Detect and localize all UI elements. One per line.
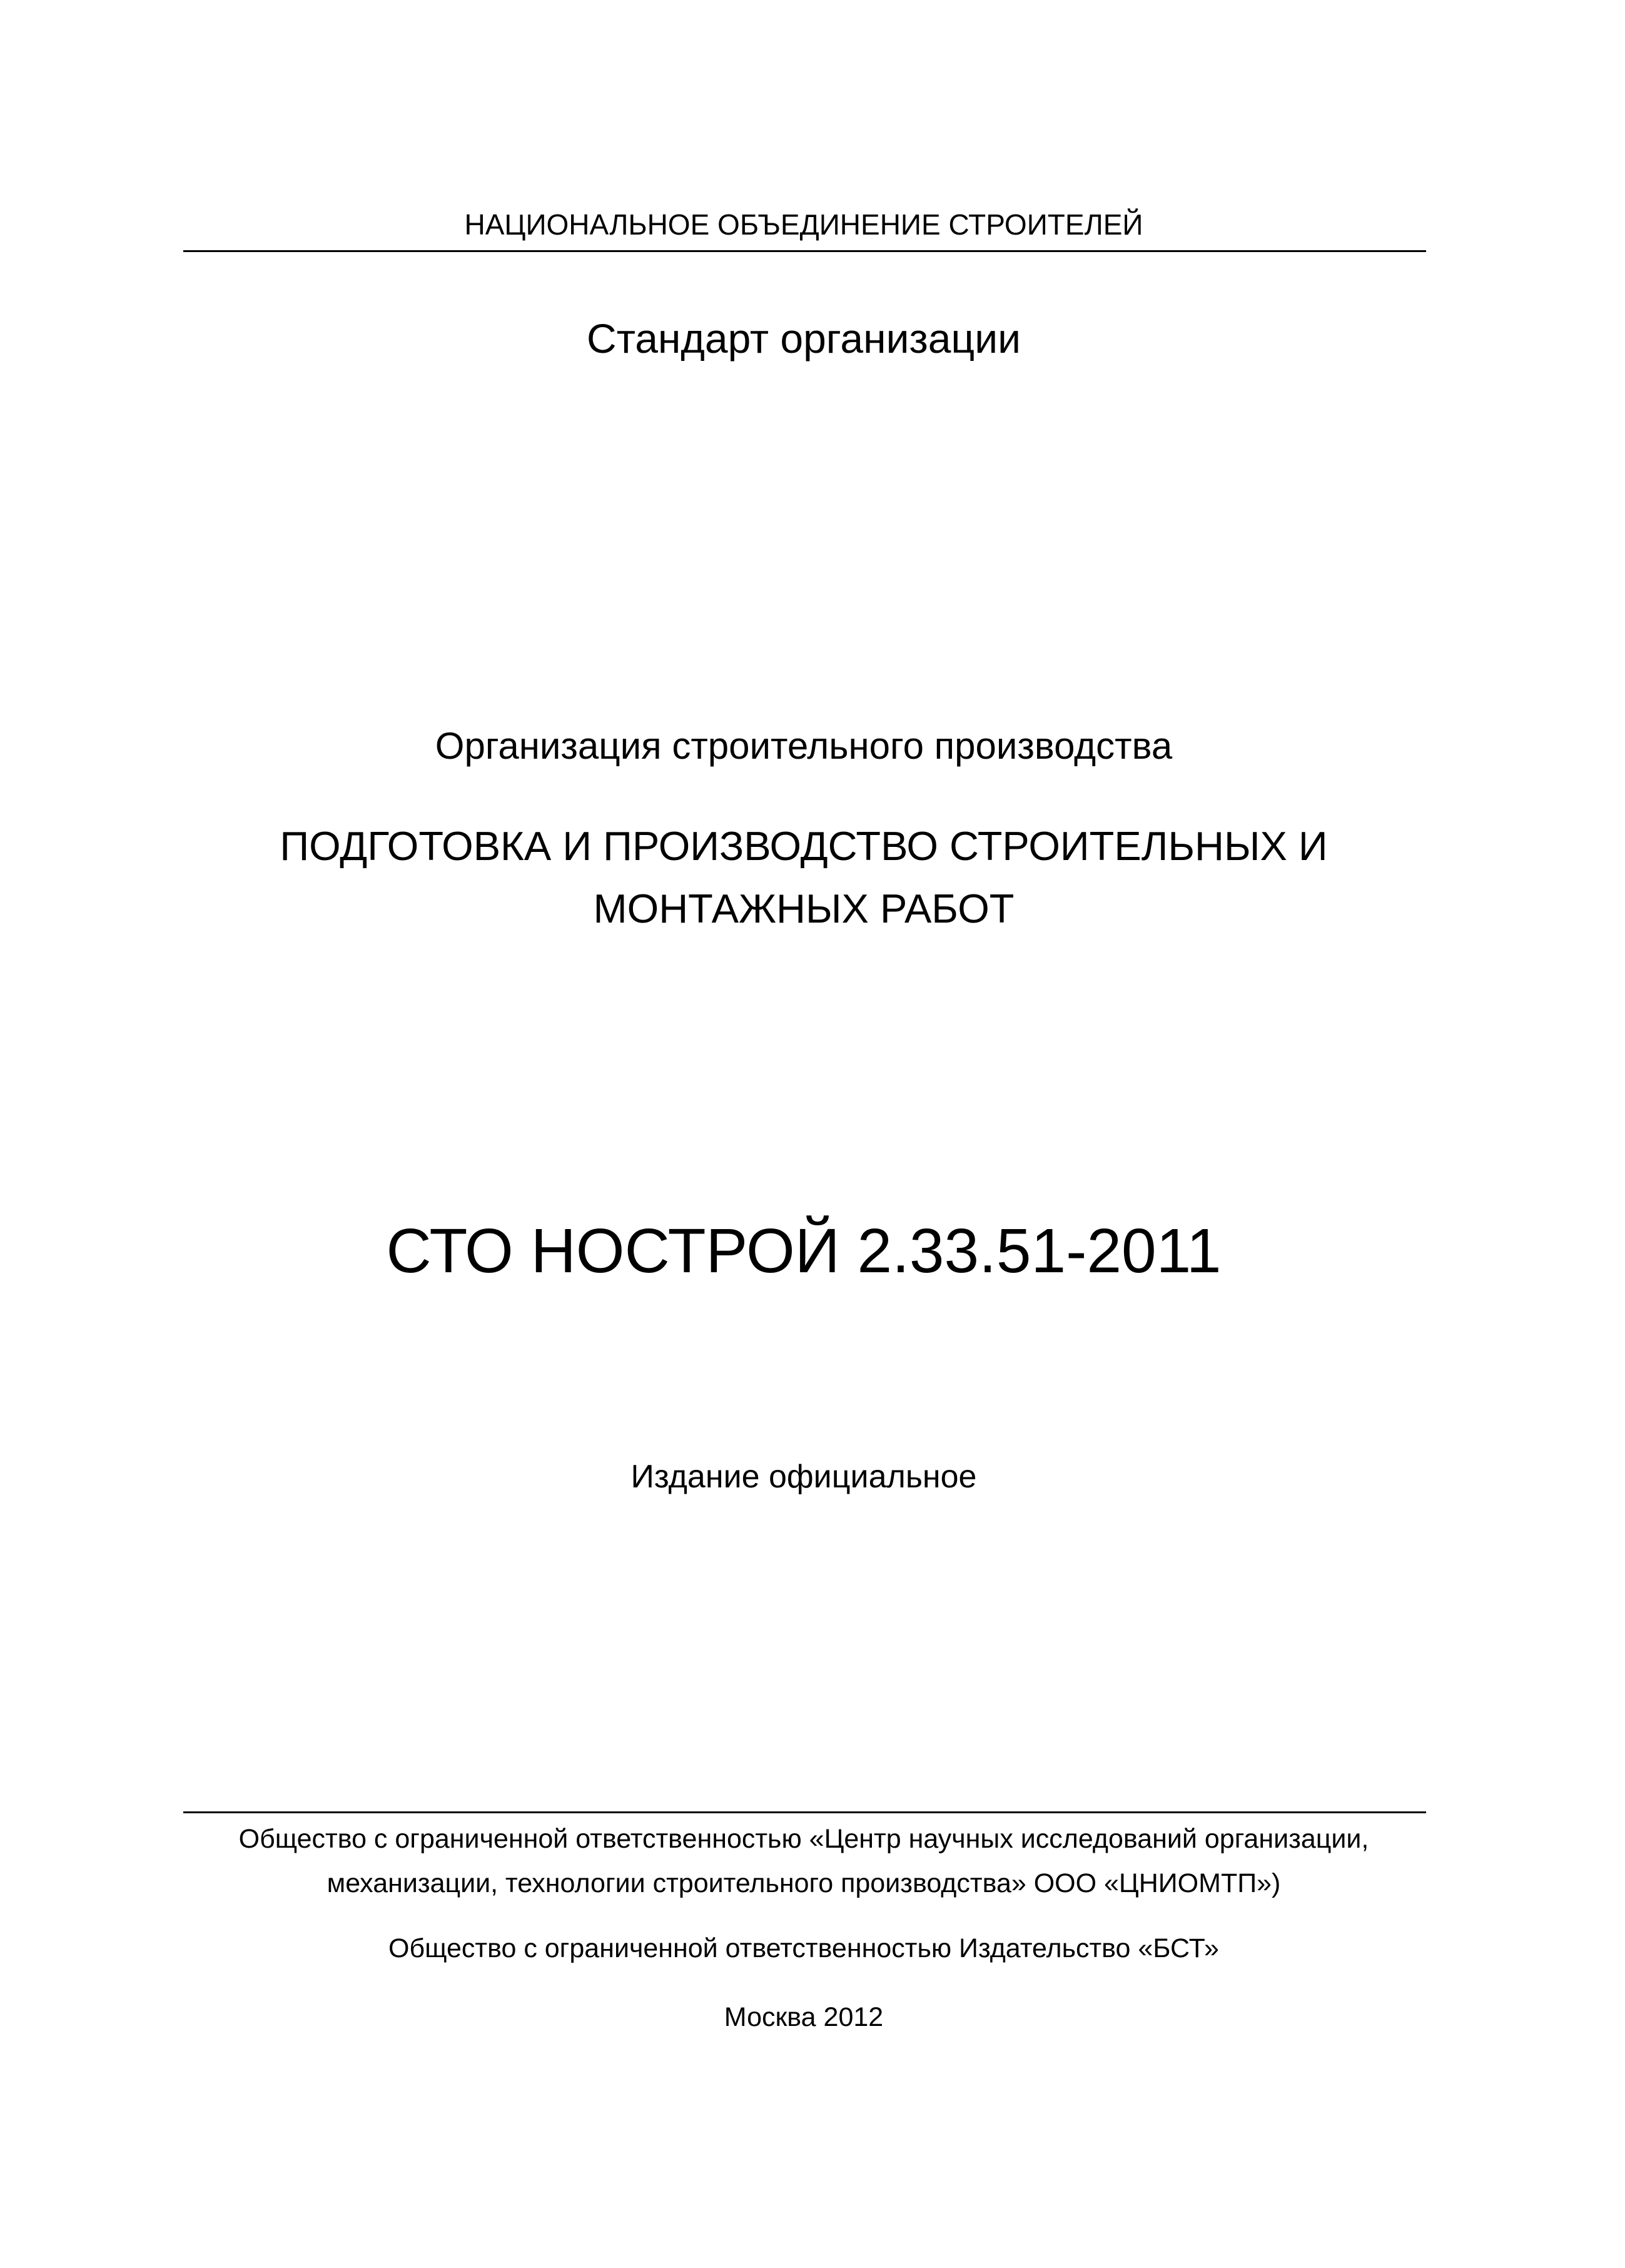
standard-type-label: Стандарт организации <box>587 315 1021 362</box>
footer-divider <box>183 1811 1426 1813</box>
header-divider <box>183 250 1426 252</box>
document-title-line-1: ПОДГОТОВКА И ПРОИЗВОДСТВО СТРОИТЕЛЬНЫХ И <box>280 823 1328 869</box>
publisher-line: Общество с ограниченной ответственностью Издательство «БСТ» <box>388 1933 1219 1963</box>
developer-line-1: Общество с ограниченной ответственностью «Центр научных исследований организации, <box>238 1824 1369 1854</box>
edition-label: Издание официальное <box>630 1459 977 1495</box>
developer-line-2: механизации, технологии строительного производства» ООО «ЦНИОМТП») <box>327 1868 1281 1898</box>
organization-header: НАЦИОНАЛЬНОЕ ОБЪЕДИНЕНИЕ СТРОИТЕЛЕЙ <box>464 208 1143 241</box>
document-code: СТО НОСТРОЙ 2.33.51-2011 <box>386 1216 1222 1286</box>
place-and-year: Москва 2012 <box>724 2002 884 2032</box>
document-title-line-2: МОНТАЖНЫХ РАБОТ <box>593 886 1015 931</box>
section-title: Организация строительного производства <box>435 725 1173 767</box>
